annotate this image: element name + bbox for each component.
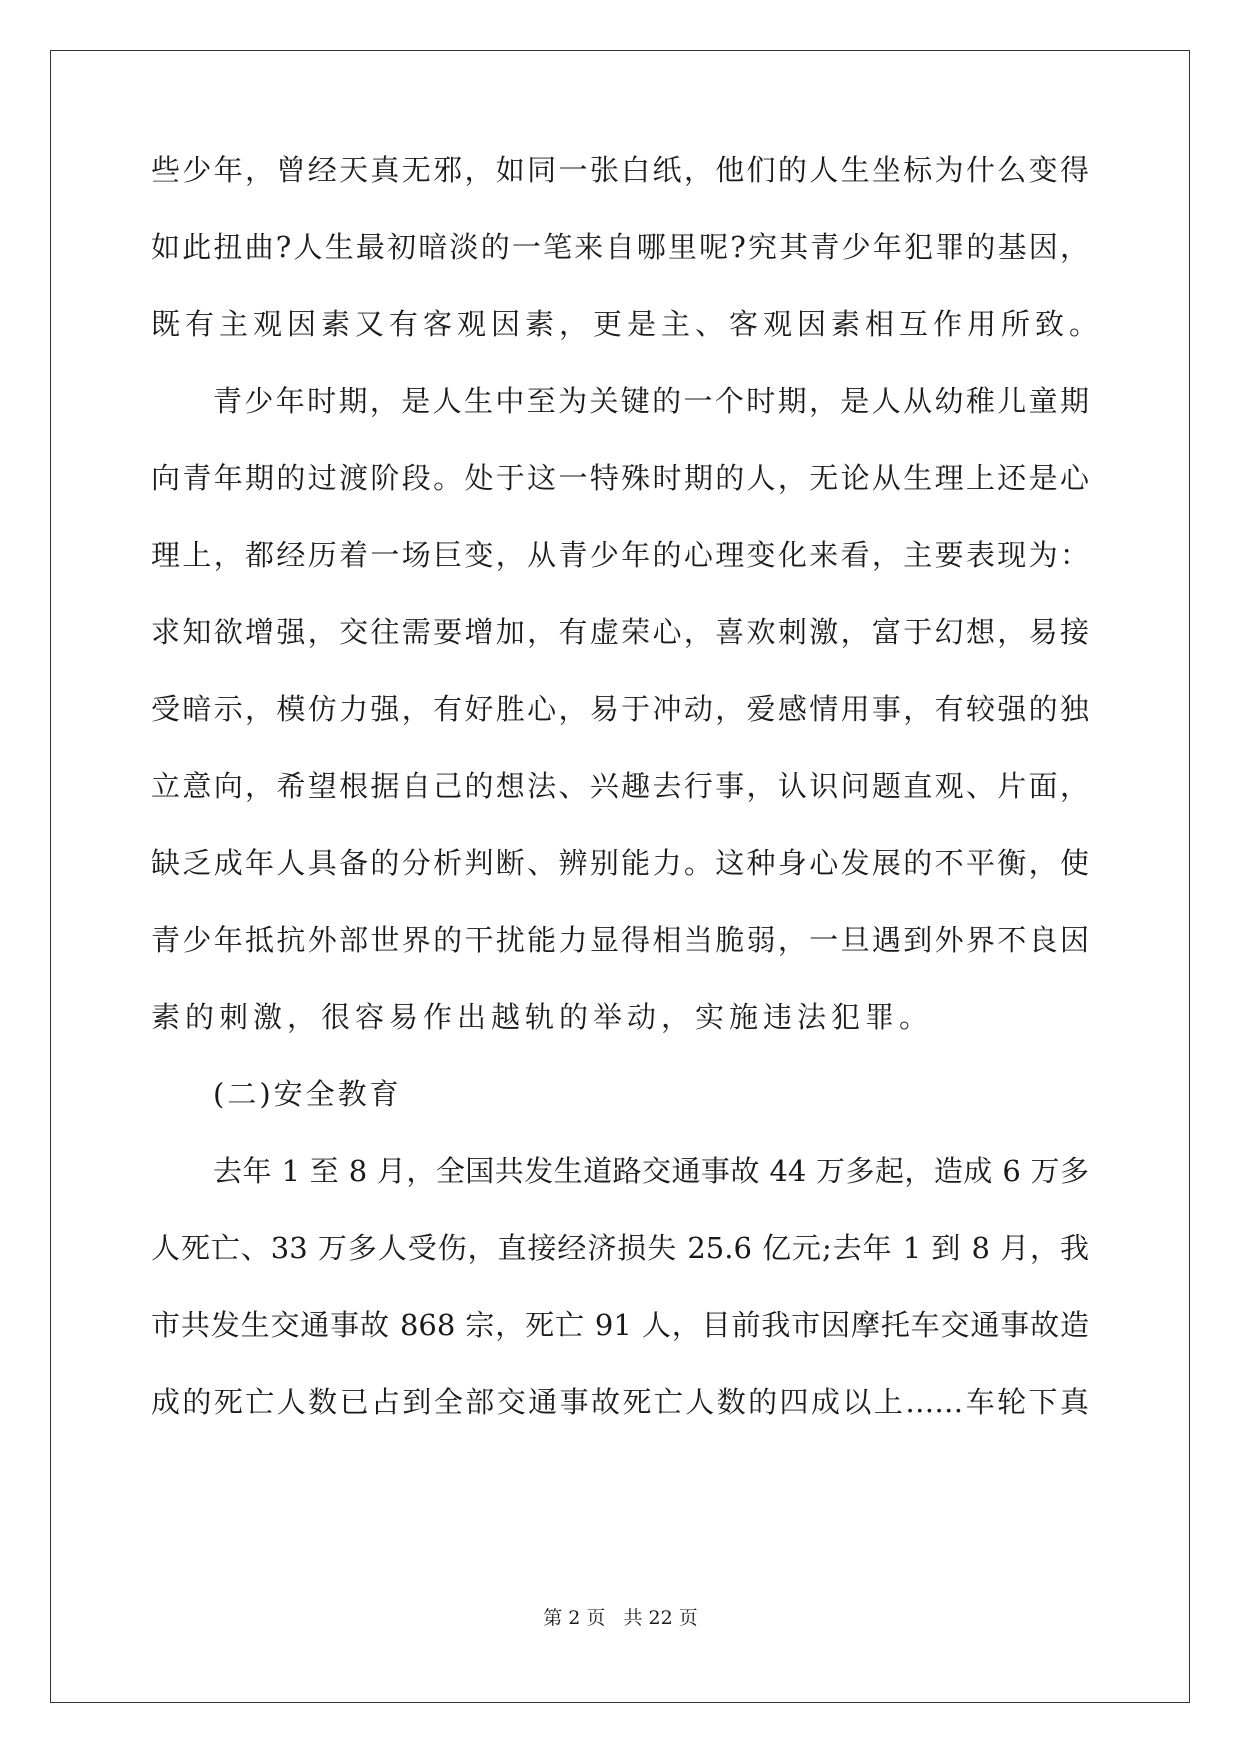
text-line: 些少年，曾经天真无邪，如同一张白纸，他们的人生坐标为什么变得: [151, 153, 1089, 187]
text-line: 去年 1 至 8 月，全国共发生道路交通事故 44 万多起，造成 6 万多: [213, 1154, 1089, 1188]
text-line: 立意向，希望根据自己的想法、兴趣去行事，认识问题直观、片面，: [151, 769, 1089, 803]
text-line: 向青年期的过渡阶段。处于这一特殊时期的人，无论从生理上还是心: [151, 461, 1089, 495]
page-number: 第 2 页: [543, 1607, 606, 1629]
text-line: 受暗示，模仿力强，有好胜心，易于冲动，爱感情用事，有较强的独: [151, 692, 1089, 726]
text-line: 青少年抵抗外部世界的干扰能力显得相当脆弱，一旦遇到外界不良因: [151, 923, 1089, 957]
text-line: 市共发生交通事故 868 宗，死亡 91 人，目前我市因摩托车交通事故造: [151, 1308, 1089, 1342]
text-line: 人死亡、33 万多人受伤，直接经济损失 25.6 亿元;去年 1 到 8 月，我: [151, 1231, 1089, 1265]
text-line: 缺乏成年人具备的分析判断、辨别能力。这种身心发展的不平衡，使: [151, 846, 1089, 880]
text-line: 青少年时期，是人生中至为关键的一个时期，是人从幼稚儿童期: [213, 384, 1089, 418]
text-line: 如此扭曲?人生最初暗淡的一笔来自哪里呢?究其青少年犯罪的基因，: [151, 230, 1089, 264]
text-line: 求知欲增强，交往需要增加，有虚荣心，喜欢刺激，富于幻想，易接: [151, 615, 1089, 649]
page-footer: [0, 1606, 1241, 1630]
section-heading: (二)安全教育: [213, 1077, 402, 1111]
text-line: 成的死亡人数已占到全部交通事故死亡人数的四成以上……车轮下真: [151, 1385, 1089, 1419]
total-pages: 共 22 页: [623, 1607, 698, 1629]
text-line: 理上，都经历着一场巨变，从青少年的心理变化来看，主要表现为：: [151, 538, 1089, 572]
text-line: 素的刺激，很容易作出越轨的举动，实施违法犯罪。: [151, 1000, 934, 1034]
text-line: 既有主观因素又有客观因素，更是主、客观因素相互作用所致。: [151, 307, 1104, 341]
